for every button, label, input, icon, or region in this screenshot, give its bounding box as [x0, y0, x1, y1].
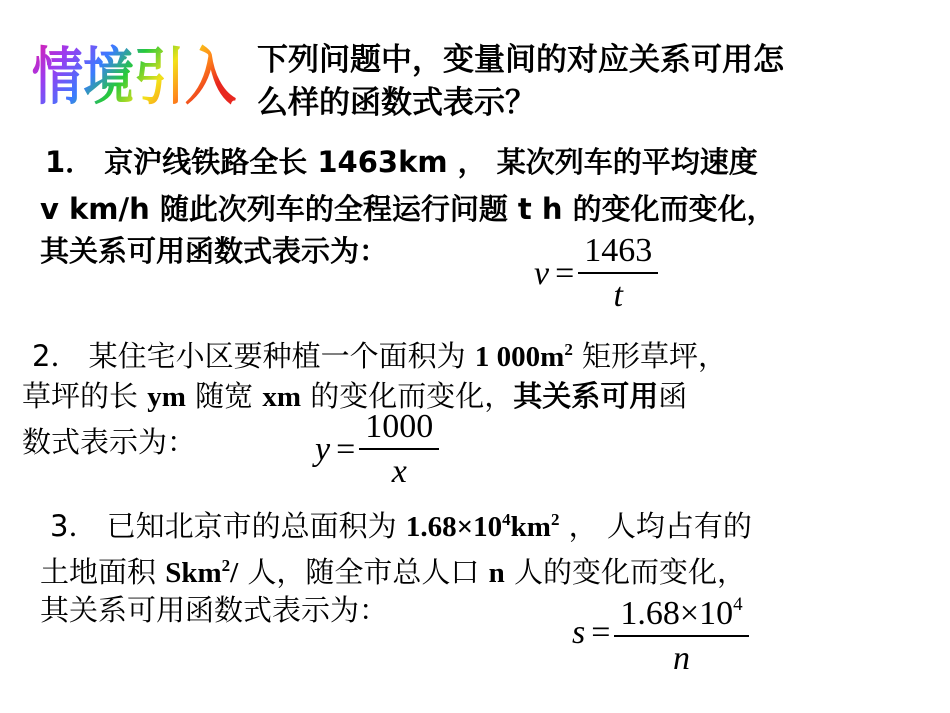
formula-fraction [614, 586, 748, 679]
problem2-text-bold: 其关系可用 [513, 379, 659, 413]
problem3-area: 1.68×10 [405, 511, 503, 543]
problem3-var-s-exp: 2 [221, 556, 231, 575]
problem3-formula [572, 586, 749, 679]
formula-numerator [614, 586, 748, 635]
formula-numerator: 1463 [584, 232, 653, 269]
problem2-var-x: xm [262, 381, 301, 413]
problem3-slash: / [230, 557, 239, 589]
problem2-var-y: ym [147, 381, 186, 413]
formula-equals: = [555, 255, 575, 292]
problem3-text: 人，随全市总人口 [238, 555, 489, 589]
problem3-unit: km [510, 511, 551, 543]
formula-numerator-exp: 4 [733, 594, 743, 615]
problem2-text: 随宽 [185, 379, 263, 413]
title-art-text: 情境引入 [32, 40, 236, 113]
problem3-var-n: n [488, 557, 505, 589]
intro-line-2: 么样的函数式表示？ [257, 85, 536, 121]
problem3-text: ， 人均占有的 [559, 509, 752, 543]
formula-denominator: t [613, 277, 623, 314]
problem3-text: 人的变化而变化， [504, 555, 746, 589]
formula-fraction [578, 232, 658, 316]
formula-numerator-base: 1.68×10 [620, 595, 734, 632]
formula-equals: = [336, 431, 356, 468]
problem2-text: 的变化而变化， [301, 379, 514, 413]
formula-fraction [359, 408, 439, 492]
intro-line-1: 下列问题中，变量间的对应关系可用怎 [257, 42, 784, 78]
problem3-text: 土地面积 [40, 555, 166, 589]
problem2-area-exp: 2 [564, 340, 573, 359]
formula-denominator: n [673, 640, 691, 677]
problem3-text: 3． 已知北京市的总面积为 [50, 509, 406, 543]
formula-lhs: y [315, 431, 331, 468]
problem2-area: 1 000m [474, 341, 565, 373]
problem3-area-exp: 4 [502, 510, 511, 529]
problem3-line-3: 其关系可用函数式表示为： [40, 593, 389, 627]
problem2-text: 2． 某住宅小区要种植一个面积为 [32, 339, 475, 373]
problem3-var-s: Skm [165, 557, 222, 589]
problem3-unit-exp: 2 [550, 510, 560, 529]
problem2-text: 草坪的长 [22, 379, 148, 413]
formula-lhs: s [572, 613, 586, 651]
problem1-formula [534, 232, 658, 316]
formula-numerator: 1000 [365, 408, 434, 445]
formula-lhs: v [534, 255, 550, 292]
problem2-text: 函 [658, 379, 688, 413]
problem2-formula [315, 408, 439, 492]
problem2-line-3: 数式表示为： [22, 425, 197, 459]
problem1-line-3: 其关系可用函数式表示为： [40, 234, 389, 268]
problem1-line-2: v km/h 随此次列车的全程运行问题 t h 的变化而变化， [40, 192, 776, 226]
formula-equals: = [591, 613, 611, 651]
formula-denominator: x [391, 453, 407, 490]
title-art [30, 22, 240, 117]
problem2-text: 矩形草坪， [572, 339, 728, 373]
problem1-line-1: 1． 京沪线铁路全长 1463km ， 某次列车的平均速度 [45, 145, 758, 179]
